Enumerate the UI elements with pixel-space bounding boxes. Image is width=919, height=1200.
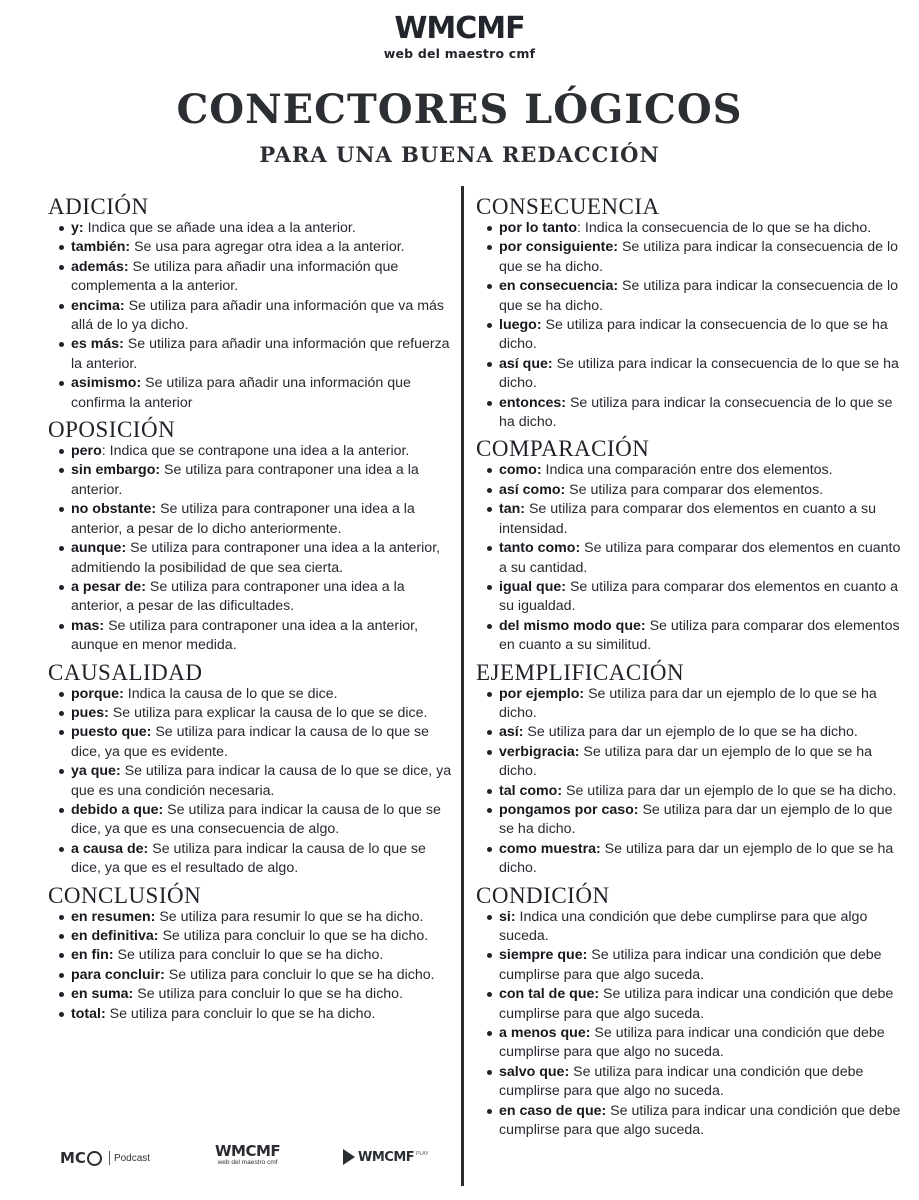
list-item xyxy=(48,500,458,539)
connector-description: Se utiliza para indicar la consecuencia de lo que se ha dicho. xyxy=(499,317,888,353)
connector-term: así: xyxy=(499,724,524,741)
connector-description: Se utiliza para indicar una condición que debe cumplirse para que algo suceda. xyxy=(499,986,894,1022)
list-item xyxy=(476,277,906,316)
list-item xyxy=(476,481,906,500)
section-title: COMPARACIÓN xyxy=(476,436,650,462)
list-item xyxy=(48,297,458,336)
list-item xyxy=(48,238,458,257)
connector-term: tanto como: xyxy=(499,540,581,557)
connector-description: Se utiliza para añadir una información que refuerza la anterior. xyxy=(71,336,450,372)
play-icon xyxy=(343,1149,355,1165)
list-item xyxy=(476,238,906,277)
connector-description: Se utiliza para contraponer una idea a la anterior, aunque en menor medida. xyxy=(71,617,419,654)
list-item xyxy=(48,442,458,461)
connector-term: no obstante: xyxy=(71,501,157,518)
list-item xyxy=(48,762,458,801)
connector-list xyxy=(476,219,906,432)
list-item xyxy=(476,394,906,433)
list-item xyxy=(476,908,906,947)
connector-term: por ejemplo: xyxy=(499,685,585,702)
connector-term: del mismo modo que: xyxy=(499,617,646,634)
connector-term: si: xyxy=(499,908,516,925)
section xyxy=(48,660,458,879)
connector-description: Se utiliza para explicar la causa de lo que se dice. xyxy=(108,704,428,721)
connector-term: también: xyxy=(71,239,131,256)
connector-term: así como: xyxy=(499,481,566,498)
connector-term: asimismo: xyxy=(71,375,142,392)
section-title: OPOSICIÓN xyxy=(48,417,176,443)
list-item xyxy=(48,219,458,238)
connector-description: Se utiliza para dar un ejemplo de lo que se ha dicho. xyxy=(499,685,877,721)
section xyxy=(48,883,458,1024)
center-logo xyxy=(215,1143,280,1167)
list-item xyxy=(48,723,458,762)
connector-term: en definitiva: xyxy=(71,928,159,944)
logo-separator xyxy=(109,1151,110,1165)
list-item xyxy=(48,966,458,985)
section-title: CONCLUSIÓN xyxy=(48,882,202,908)
connector-list xyxy=(48,442,458,655)
connector-term: para concluir: xyxy=(71,966,165,983)
connector-description: Se utiliza para dar un ejemplo de lo que se ha dicho. xyxy=(562,782,897,799)
connector-term: pongamos por caso: xyxy=(499,801,639,818)
page-subtitle: PARA UNA BUENA REDACCIÓN xyxy=(259,142,660,167)
list-item xyxy=(476,1102,906,1141)
section xyxy=(476,436,906,655)
list-item xyxy=(476,1063,906,1102)
connector-term: ya que: xyxy=(71,763,121,780)
list-item xyxy=(48,578,458,617)
connector-term: a causa de: xyxy=(71,840,149,857)
connector-term: sin embargo: xyxy=(71,462,161,479)
connector-list xyxy=(48,219,458,413)
connector-description: Se utiliza para indicar la causa de lo que se dice, ya que es una condición necesaria. xyxy=(71,763,452,799)
section-title: CONSECUENCIA xyxy=(476,194,660,219)
connector-term: mas: xyxy=(71,617,105,634)
connector-description: Indica una condición que debe cumplirse para que algo suceda. xyxy=(499,908,868,944)
brand-logo xyxy=(0,11,919,61)
list-item xyxy=(476,219,906,238)
section xyxy=(48,194,458,413)
connector-description: Indica una comparación entre dos elementos. xyxy=(541,462,833,479)
connector-term: porque: xyxy=(71,685,124,702)
connector-term: verbigracia: xyxy=(499,743,580,760)
connector-term: salvo que: xyxy=(499,1063,570,1080)
page-title: CONECTORES LÓGICOS xyxy=(176,86,743,133)
connector-list xyxy=(476,685,906,879)
connector-list xyxy=(476,461,906,655)
connector-description: Se utiliza para indicar una condición que debe cumplirse para que algo no suceda. xyxy=(499,1025,885,1061)
connector-description: Se utiliza para comparar dos elementos en cuanto a su intensidad. xyxy=(499,501,876,537)
connector-description: Se utiliza para contraponer una idea a la anterior, a pesar de las dificultades. xyxy=(71,578,405,615)
connector-description: Se utiliza para concluir lo que se ha dicho. xyxy=(158,928,429,944)
connector-term: siempre que: xyxy=(499,947,588,964)
connector-description: Se utiliza para concluir lo que se ha dicho. xyxy=(113,947,384,964)
connector-term: como: xyxy=(499,462,542,479)
connector-description: Se utiliza para concluir lo que se ha dicho. xyxy=(164,966,435,983)
connector-description: Se utiliza para indicar la causa de lo que se dice, ya que es evidente. xyxy=(71,724,430,760)
connector-description: Se utiliza para indicar una condición que debe cumplirse para que algo suceda. xyxy=(499,1102,901,1139)
microphone-icon xyxy=(87,1151,102,1166)
connector-term: a pesar de: xyxy=(71,578,146,595)
connector-term: entonces: xyxy=(499,394,567,411)
connector-term: como muestra: xyxy=(499,840,601,857)
list-item xyxy=(476,461,906,480)
connector-description: Se utiliza para dar un ejemplo de lo que se ha dicho. xyxy=(523,724,858,741)
connector-term: en suma: xyxy=(71,986,134,1003)
connector-term: en fin: xyxy=(71,947,114,964)
connector-description: Se utiliza para comparar dos elementos en cuanto a su similitud. xyxy=(499,617,900,654)
connector-description: Se utiliza para añadir una información que complementa a la anterior. xyxy=(71,258,399,295)
list-item xyxy=(476,578,906,617)
list-item xyxy=(48,374,458,413)
connector-list xyxy=(48,908,458,1024)
list-item xyxy=(476,985,906,1024)
list-item xyxy=(476,355,906,394)
connector-description: Se utiliza para contraponer una idea a la anterior, a pesar de lo dicho anteriormente. xyxy=(71,501,415,537)
section-title: CONDICIÓN xyxy=(476,882,610,908)
section-title: CAUSALIDAD xyxy=(48,659,203,685)
connector-term: aunque: xyxy=(71,540,127,557)
podcast-mark: MC xyxy=(60,1149,86,1167)
connector-description: : Indica la consecuencia de lo que se ha dicho. xyxy=(577,220,872,236)
list-item xyxy=(48,840,458,879)
list-item xyxy=(48,1005,458,1024)
podcast-logo xyxy=(60,1149,150,1167)
brand-tagline: web del maestro cmf xyxy=(383,46,536,61)
connector-term: tal como: xyxy=(499,782,563,799)
list-item xyxy=(48,685,458,704)
list-item xyxy=(48,985,458,1004)
connector-description: Se utiliza para concluir lo que se ha dicho. xyxy=(105,1005,376,1022)
connector-description: Se utiliza para contraponer una idea a la anterior, admitiendo la posibilidad de que sea cierta. xyxy=(71,540,441,576)
list-item xyxy=(476,723,906,742)
list-item xyxy=(48,539,458,578)
section xyxy=(476,883,906,1141)
list-item xyxy=(48,801,458,840)
list-item xyxy=(476,617,906,656)
connector-term: pues: xyxy=(71,704,109,721)
footer-logos xyxy=(60,1143,450,1173)
connector-description: Se utiliza para dar un ejemplo de lo que se ha dicho. xyxy=(499,801,893,838)
left-column xyxy=(48,194,458,1028)
section-title: ADICIÓN xyxy=(48,194,149,219)
section xyxy=(48,417,458,655)
connector-term: es más: xyxy=(71,336,124,353)
connector-term: luego: xyxy=(499,317,542,334)
connector-description: Indica la causa de lo que se dice. xyxy=(123,685,338,702)
center-logo-mark: WMCMF xyxy=(215,1142,281,1160)
connector-term: con tal de que: xyxy=(499,986,600,1003)
play-logo-mark: WMCMF xyxy=(358,1149,415,1165)
connector-description: Se utiliza para indicar la consecuencia de lo que se ha dicho. xyxy=(499,355,899,392)
play-logo xyxy=(343,1149,429,1165)
connector-term: así que: xyxy=(499,355,553,372)
connector-description: Se utiliza para indicar una condición que debe cumplirse para que algo no suceda. xyxy=(499,1063,864,1100)
connector-term: igual que: xyxy=(499,578,566,595)
connector-term: a menos que: xyxy=(499,1025,591,1042)
right-column xyxy=(476,194,906,1144)
list-item xyxy=(48,335,458,374)
connector-term: además: xyxy=(71,258,129,275)
list-item xyxy=(476,500,906,539)
list-item xyxy=(48,908,458,927)
connector-term: encima: xyxy=(71,297,125,314)
connector-description: Se utiliza para dar un ejemplo de lo que se ha dicho. xyxy=(499,840,894,877)
list-item xyxy=(48,461,458,500)
connector-term: en resumen: xyxy=(71,908,156,925)
connector-description: Se utiliza para concluir lo que se ha dicho. xyxy=(133,986,404,1003)
list-item xyxy=(476,539,906,578)
connector-term: por consiguiente: xyxy=(499,239,619,256)
connector-description: Se utiliza para añadir una información que confirma la anterior xyxy=(71,375,411,411)
connector-term: en consecuencia: xyxy=(499,278,619,295)
connector-description: Se usa para agregar otra idea a la anterior. xyxy=(130,239,405,256)
section-title: EJEMPLIFICACIÓN xyxy=(476,659,685,685)
connector-description: Se utiliza para indicar una condición que debe cumplirse para que algo suceda. xyxy=(499,947,882,983)
list-item xyxy=(476,782,906,801)
connector-description: Indica que se añade una idea a la anterior. xyxy=(83,220,356,236)
connector-description: Se utiliza para comparar dos elementos. xyxy=(565,481,824,498)
center-logo-tagline: web del maestro cmf xyxy=(217,1159,278,1166)
list-item xyxy=(476,840,906,879)
connector-description: Se utiliza para añadir una información que va más allá de lo ya dicho. xyxy=(71,297,445,334)
list-item xyxy=(48,617,458,656)
connector-description: : Indica que se contrapone una idea a la anterior. xyxy=(101,443,410,460)
connector-description: Se utiliza para comparar dos elementos en cuanto a su igualdad. xyxy=(499,578,899,615)
connector-description: Se utiliza para comparar dos elementos en cuanto a su cantidad. xyxy=(499,540,901,576)
connector-term: en caso de que: xyxy=(499,1102,607,1119)
connector-term: puesto que: xyxy=(71,724,152,741)
connector-term: por lo tanto xyxy=(499,220,578,236)
list-item xyxy=(476,685,906,724)
list-item xyxy=(476,316,906,355)
list-item xyxy=(476,1024,906,1063)
list-item xyxy=(48,927,458,946)
connector-term: pero xyxy=(71,443,102,460)
connector-description: Se utiliza para dar un ejemplo de lo que se ha dicho. xyxy=(499,743,873,780)
connector-list xyxy=(48,685,458,879)
list-item xyxy=(476,946,906,985)
podcast-label: Podcast xyxy=(113,1152,151,1164)
connector-term: total: xyxy=(71,1005,106,1022)
connector-description: Se utiliza para contraponer una idea a la anterior. xyxy=(71,462,419,498)
connector-term: y: xyxy=(71,220,84,236)
column-divider xyxy=(461,186,464,1186)
section xyxy=(476,660,906,879)
connector-description: Se utiliza para indicar la consecuencia de lo que se ha dicho. xyxy=(499,394,893,431)
list-item xyxy=(48,946,458,965)
list-item xyxy=(476,801,906,840)
section xyxy=(476,194,906,432)
connector-description: Se utiliza para indicar la consecuencia de lo que se ha dicho. xyxy=(499,278,899,314)
connector-list xyxy=(476,908,906,1141)
connector-term: debido a que: xyxy=(71,801,164,818)
connector-description: Se utiliza para resumir lo que se ha dicho. xyxy=(155,908,424,925)
connector-description: Se utiliza para indicar la consecuencia de lo que se ha dicho. xyxy=(499,239,899,275)
connector-description: Se utiliza para indicar la causa de lo que se dice, ya que es el resultado de algo. xyxy=(71,840,426,877)
connector-term: tan: xyxy=(499,501,526,518)
list-item xyxy=(476,743,906,782)
list-item xyxy=(48,704,458,723)
list-item xyxy=(48,258,458,297)
connector-description: Se utiliza para indicar la causa de lo que se dice, ya que es una consecuencia de algo. xyxy=(71,801,441,838)
play-logo-tag: PLAY xyxy=(416,1151,429,1157)
brand-mark: WMCMF xyxy=(394,11,525,46)
